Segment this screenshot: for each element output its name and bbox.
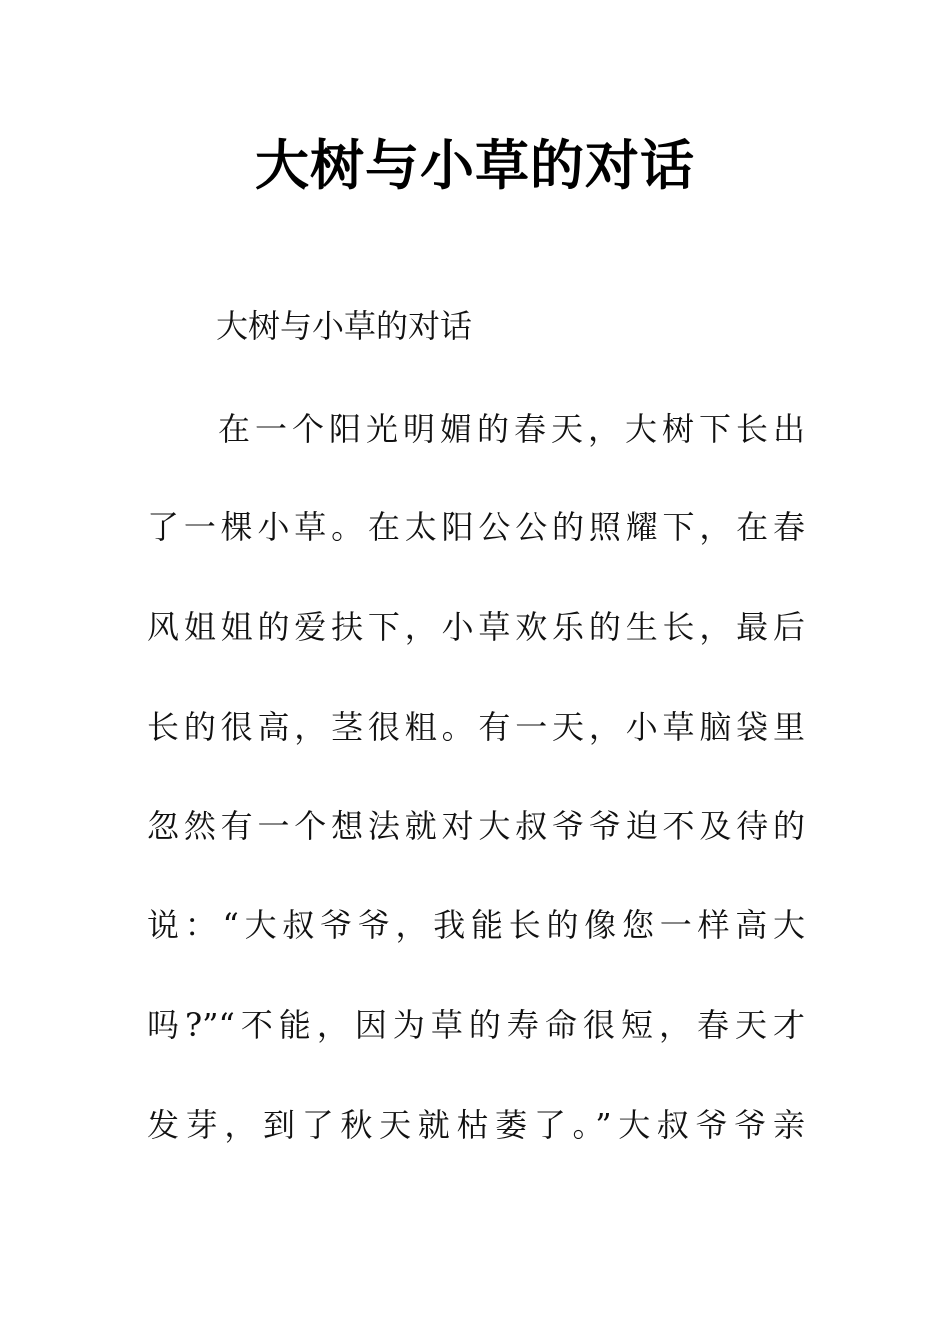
document-title: 大树与小草的对话	[255, 134, 695, 197]
body-line: 了一棵小草。在太阳公公的照耀下，在春	[147, 508, 805, 546]
body-line: 风姐姐的爱扶下，小草欢乐的生长，最后	[147, 608, 805, 646]
body-line: 吗?”“不能，因为草的寿命很短，春天才	[147, 1006, 805, 1044]
section-heading: 大树与小草的对话	[216, 307, 473, 345]
body-line: 长的很高，茎很粗。有一天，小草脑袋里	[147, 708, 805, 746]
body-line: 在一个阳光明媚的春天，大树下长出	[218, 410, 805, 448]
body-line: 发芽，到了秋天就枯萎了。”大叔爷爷亲	[147, 1106, 805, 1144]
body-line: 忽然有一个想法就对大叔爷爷迫不及待的	[147, 807, 805, 845]
body-line: 说：“大叔爷爷，我能长的像您一样高大	[147, 906, 805, 944]
